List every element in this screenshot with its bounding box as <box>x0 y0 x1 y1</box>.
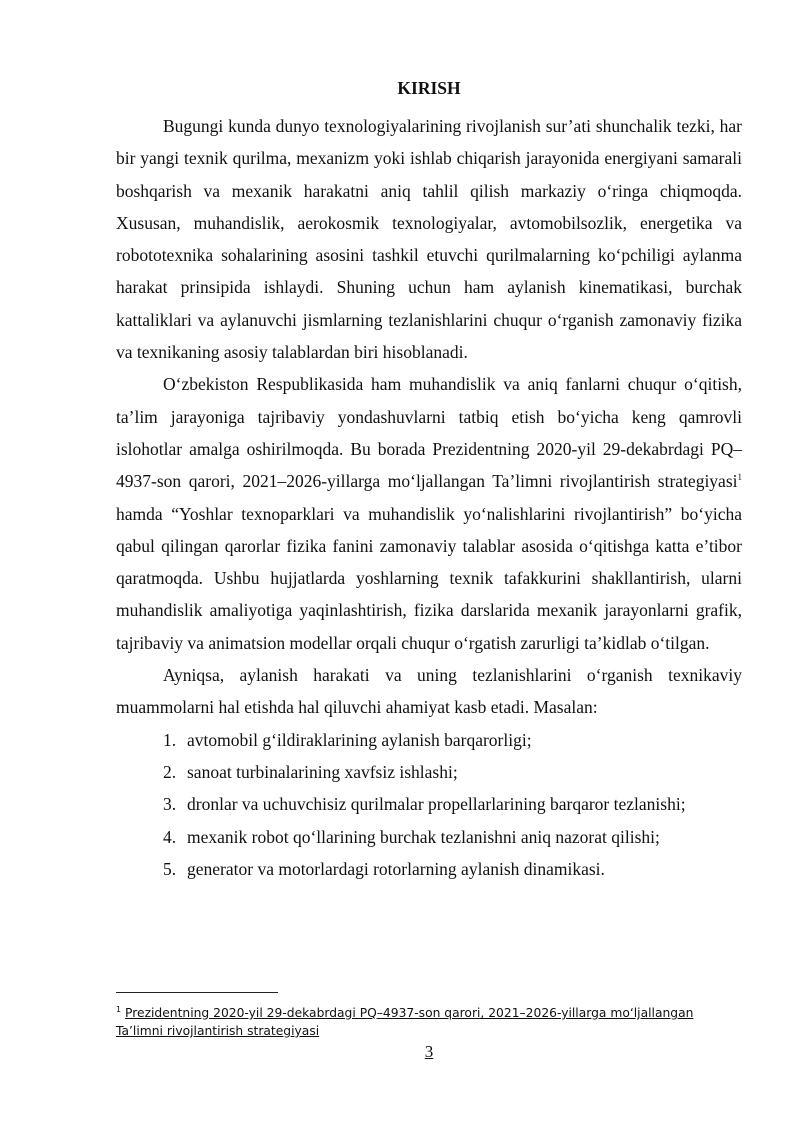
paragraph-3: Ayniqsa, aylanish harakati va uning tezlanishlarini o‘rganish texnikaviy muammolarni hal etishda hal qiluvchi ahamiyat kasb etadi. Masalan: <box>116 665 742 718</box>
footnote-text[interactable]: Prezidentning 2020-yil 29-dekabrdagi PQ–4937-son qarori, 2021–2026-yillarga mo‘ljallangan Ta’limni rivojlantirish strategiyasi <box>116 1006 694 1038</box>
paragraph-2 <box>116 368 742 659</box>
numbered-list <box>116 724 742 885</box>
footnote-reference[interactable]: 1 <box>737 472 742 483</box>
paragraph-2-text-part-2: hamda “Yoshlar texnoparklari va muhandislik yo‘nalishlarini rivojlantirish” bo‘yicha qabul qilingan qarorlar fizika fanini zamonaviy talablar asosida o‘qitishga katta e’tibor qaratmoqda. Ushbu hujjatlarda yoshlarning texnik tafakkurini shakllantirish, ularni muhandislik amaliyotiga yaqinlashtirish, fizika darslarida mexanik jarayonlarni grafik, tajribaviy va animatsion modellar orqali chuqur o‘rgatish zarurligi ta’kidlab o‘tilgan. <box>116 503 742 653</box>
list-item-text: mexanik robot qo‘llarining burchak tezlanishni aniq nazorat qilishi; <box>187 826 660 847</box>
list-item-text: generator va motorlardagi rotorlarning aylanish dinamikasi. <box>187 858 605 879</box>
footnote <box>116 1004 742 1040</box>
list-item-text: sanoat turbinalarining xavfsiz ishlashi; <box>187 761 458 782</box>
list-item-number: 4. <box>163 826 177 847</box>
list-item-number: 2. <box>163 761 177 782</box>
list-item-number: 1. <box>163 729 177 750</box>
footnote-separator <box>116 992 278 993</box>
page-number: 3 <box>424 1042 434 1061</box>
list-item-number: 5. <box>163 858 177 879</box>
list-item <box>116 853 742 885</box>
footnote-mark: 1 <box>116 1004 122 1014</box>
list-item-number: 3. <box>163 794 177 815</box>
list-item <box>116 788 742 820</box>
list-item <box>116 724 742 756</box>
body-text <box>116 110 742 885</box>
list-item <box>116 821 742 853</box>
section-heading: KIRISH <box>397 78 461 98</box>
list-item-text: avtomobil g‘ildiraklarining aylanish barqarorligi; <box>187 729 532 750</box>
paragraph-2-text-part-1: O‘zbekiston Respublikasida ham muhandislik va aniq fanlarni chuqur o‘qitish, ta’lim jarayoniga tajribaviy yondashuvlarni tatbiq etish bo‘yicha keng qamrovli islohotlar amalga oshirilmoqda. Bu borada Prezidentning 2020-yil 29-dekabrdagi PQ–4937-son qarori, 2021–2026-yillarga mo‘ljallangan Ta’limni rivojlantirish strategiyasi <box>116 374 742 492</box>
list-item <box>116 756 742 788</box>
list-item-text: dronlar va uchuvchisiz qurilmalar propellarlarining barqaror tezlanishi; <box>187 794 686 815</box>
paragraph-1: Bugungi kunda dunyo texnologiyalarining rivojlanish sur’ati shunchalik tezki, har bir yangi texnik qurilma, mexanizm yoki ishlab chiqarish jarayonida energiyani samarali boshqarish va mexanik harakatni aniq tahlil qilish markaziy o‘ringa chiqmoqda. Xususan, muhandislik, aerokosmik texnologiyalar, avtomobilsozlik, energetika va robototexnika sohalarining asosini tashkil etuvchi qurilmalarning ko‘pchiligi aylanma harakat prinsipida ishlaydi. Shuning uchun ham aylanish kinematikasi, burchak kattaliklari va aylanuvchi jismlarning tezlanishlarini chuqur o‘rganish zamonaviy fizika va texnikaning asosiy talablardan biri hisoblanadi. <box>116 116 742 363</box>
